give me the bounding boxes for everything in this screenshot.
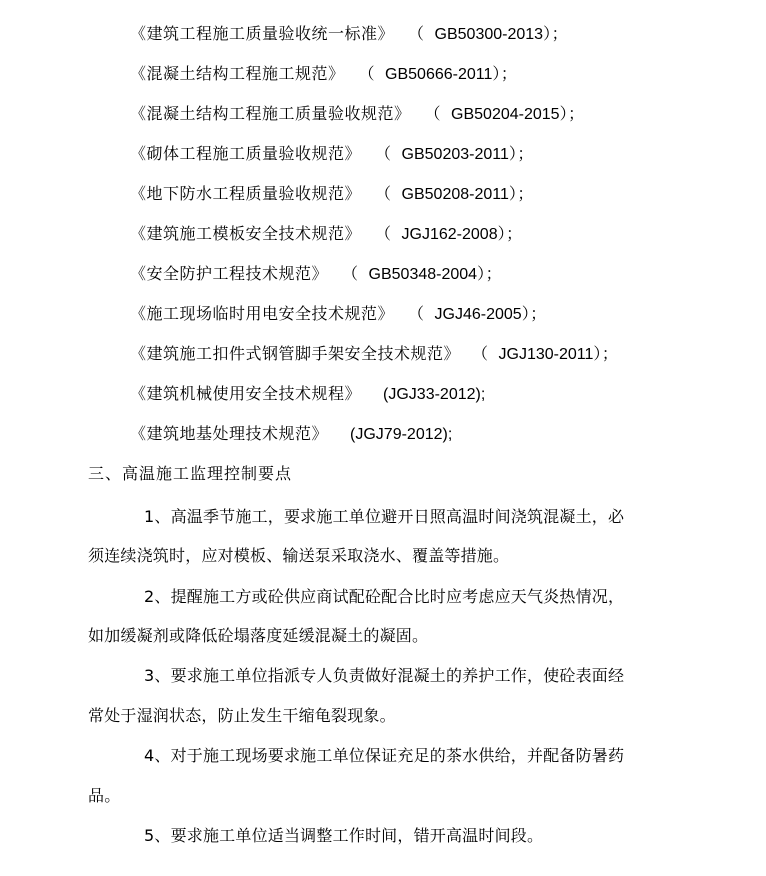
standard-name: 《施工现场临时用电安全技术规范》 (130, 304, 395, 323)
standard-code: GB50208-2011 (401, 186, 509, 203)
standard-item (130, 184, 534, 205)
paragraph-first-line: 2、提醒施工方或砼供应商试配砼配合比时应考虑应天气炎热情况， (144, 587, 625, 606)
standard-code: (JGJ79-2012); (350, 426, 453, 443)
paren-close: ）； (559, 104, 585, 123)
paragraph-first-line: 4、对于施工现场要求施工单位保证充足的茶水供给，并配备防暑药 (144, 746, 625, 765)
paragraph-continuation: 常处于湿润状态，防止发生干缩龟裂现象。 (88, 706, 396, 725)
paren-open: （ (358, 64, 376, 83)
standard-item (130, 304, 547, 325)
paren-close: ）； (543, 24, 569, 43)
paren-open: （ (375, 224, 392, 243)
standard-code: JGJ130-2011 (498, 346, 594, 363)
standard-item (130, 384, 485, 405)
paragraph-continuation: 如加缓凝剂或降低砼塌落度延缓混凝土的凝固。 (88, 626, 429, 645)
standard-code: JGJ46-2005 (434, 306, 522, 323)
standard-name: 《建筑工程施工质量验收统一标准》 (130, 24, 395, 43)
section-title: 三、高温施工监理控制要点 (88, 464, 293, 483)
paragraph-continuation: 须连续浇筑时，应对模板、输送泵采取浇水、覆盖等措施。 (88, 546, 510, 565)
paragraph-first-line: 3、要求施工单位指派专人负责做好混凝土的养护工作，使砼表面经 (144, 666, 625, 685)
standard-item (130, 104, 585, 125)
paren-open: （ (342, 264, 359, 283)
standard-code: GB50666-2011 (385, 66, 493, 83)
standard-name: 《建筑地基处理技术规范》 (130, 424, 329, 443)
standard-code: GB50203-2011 (401, 146, 509, 163)
standard-code: (JGJ33-2012); (383, 386, 486, 403)
standard-name: 《砌体工程施工质量验收规范》 (130, 144, 362, 163)
paren-close: ）； (508, 184, 534, 203)
paragraph-first-line: 1、高温季节施工，要求施工单位避开日照高温时间浇筑混凝土，必 (144, 507, 625, 526)
standard-item (130, 224, 523, 245)
standard-name: 《地下防水工程质量验收规范》 (130, 184, 362, 203)
standard-code: GB50204-2015 (451, 106, 560, 123)
standard-item (130, 24, 568, 45)
paren-close: ）； (477, 264, 503, 283)
paren-open: （ (375, 184, 392, 203)
paragraph-first-line: 5、要求施工单位适当调整工作时间，错开高温时间段。 (144, 826, 544, 845)
standard-code: JGJ162-2008 (401, 226, 498, 243)
paren-close: ）； (497, 224, 523, 243)
standard-name: 《混凝土结构工程施工质量验收规范》 (130, 104, 411, 123)
paren-open: （ (472, 344, 489, 363)
standard-name: 《建筑施工扣件式钢管脚手架安全技术规范》 (130, 344, 461, 363)
standard-item (130, 344, 618, 365)
paren-close: ）； (593, 344, 619, 363)
standard-item (130, 264, 502, 285)
standard-name: 《建筑施工模板安全技术规范》 (130, 224, 362, 243)
standard-item (130, 424, 452, 445)
paren-close: ）； (508, 144, 534, 163)
paren-close: ）； (492, 64, 518, 83)
standard-name: 《混凝土结构工程施工规范》 (130, 64, 345, 83)
standard-item (130, 64, 517, 85)
standard-name: 《安全防护工程技术规范》 (130, 264, 329, 283)
standard-code: GB50300-2013 (434, 26, 544, 43)
standard-item (130, 144, 534, 165)
paragraph-continuation: 品。 (88, 786, 121, 805)
paren-open: （ (424, 104, 442, 123)
paren-open: （ (408, 304, 425, 323)
paren-open: （ (408, 24, 425, 43)
standard-code: GB50348-2004 (368, 266, 478, 283)
standard-name: 《建筑机械使用安全技术规程》 (130, 384, 362, 403)
paren-close: ）； (521, 304, 547, 323)
paren-open: （ (375, 144, 392, 163)
